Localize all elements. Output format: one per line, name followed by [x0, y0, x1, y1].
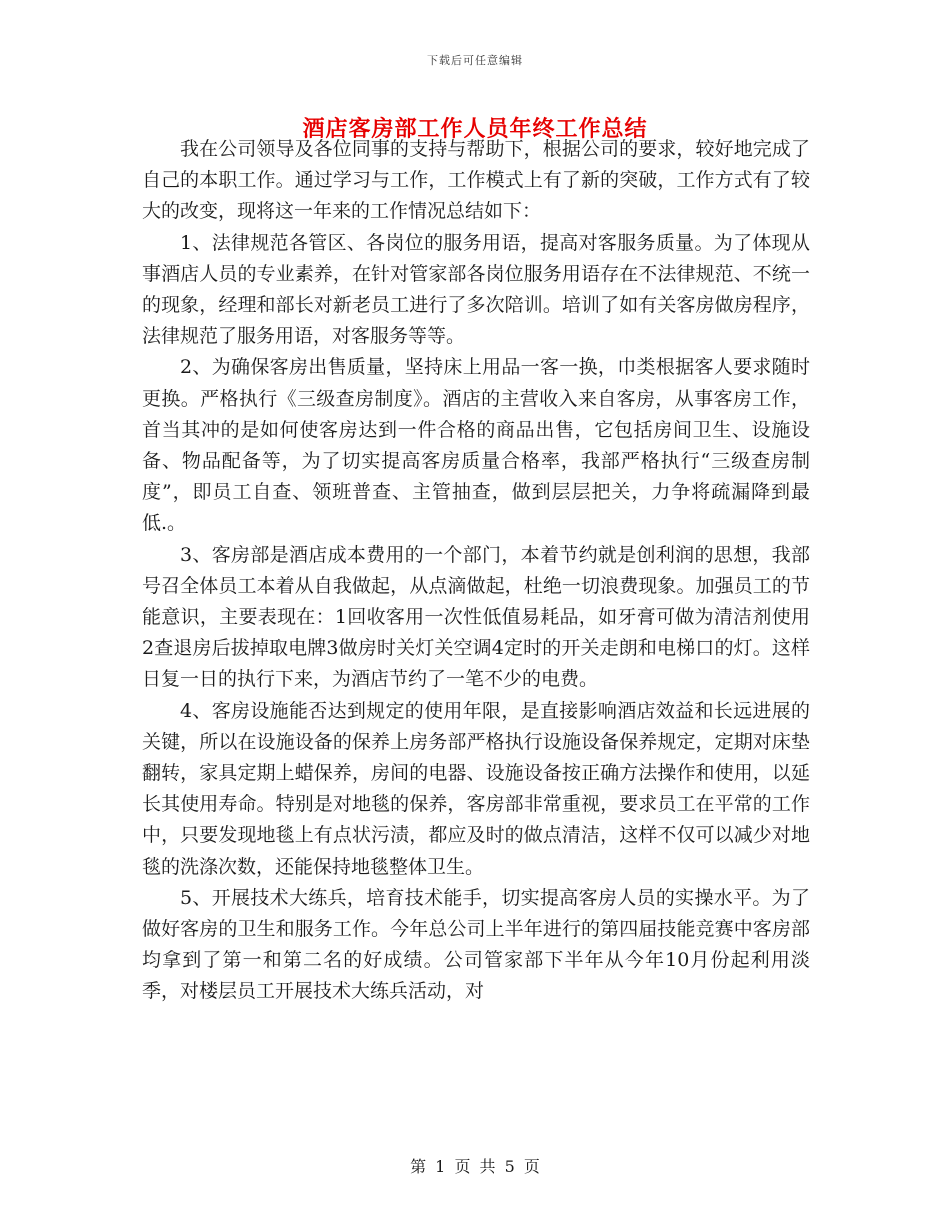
paragraph-item-5: 5、开展技术大练兵，培育技术能手，切实提高客房人员的实操水平。为了做好客房的卫生和服务工作。今年总公司上半年进行的第四届技能竞赛中客房部均拿到了第一和第二名的好成绩。公司管家部下半年从今年10月份起利用淡季，对楼层员工开展技术大练兵活动，对	[142, 886, 810, 1003]
paragraph-intro: 我在公司领导及各位同事的支持与帮助下，根据公司的要求，较好地完成了自己的本职工作。通过学习与工作，工作模式上有了新的突破，工作方式有了较大的改变，现将这一年来的工作情况总结如下：	[142, 138, 810, 223]
paragraph-item-2: 2、为确保客房出售质量，坚持床上用品一客一换，巾类根据客人要求随时更换。严格执行《三级查房制度》。酒店的主营收入来自客房，从事客房工作，首当其冲的是如何使客房达到一件合格的商品出售，它包括房间卫生、设施设备、物品配备等，为了切实提高客房质量合格率，我部严格执行“三级查房制度”，即员工自查、领班普查、主管抽查，做到层层把关，力争将疏漏降到最低.。	[142, 356, 810, 535]
paragraph-item-3: 3、客房部是酒店成本费用的一个部门，本着节约就是创利润的思想，我部号召全体员工本着从自我做起，从点滴做起，杜绝一切浪费现象。加强员工的节能意识，主要表现在：1回收客用一次性低值易耗品，如牙膏可做为清洁剂使用2查退房后拔掉取电牌3做房时关灯关空调4定时的开关走朗和电梯口的灯。这样日复一日的执行下来，为酒店节约了一笔不少的电费。	[142, 543, 810, 691]
paragraph-item-1: 1、法律规范各管区、各岗位的服务用语，提高对客服务质量。为了体现从事酒店人员的专业素养，在针对管家部各岗位服务用语存在不法律规范、不统一的现象，经理和部长对新老员工进行了多次陪训。培训了如有关客房做房程序，法律规范了服务用语，对客服务等等。	[142, 231, 810, 348]
page-number-footer: 第 1 页 共 5 页	[410, 1157, 540, 1176]
document-title: 酒店客房部工作人员年终工作总结	[302, 116, 648, 142]
paragraph-item-4: 4、客房设施能否达到规定的使用年限，是直接影响酒店效益和长远进展的关键，所以在设施设备的保养上房务部严格执行设施设备保养规定，定期对床垫翻转，家具定期上蜡保养，房间的电器、设施设备按正确方法操作和使用，以延长其使用寿命。特别是对地毯的保养，客房部非常重视，要求员工在平常的工作中，只要发现地毯上有点状污渍，都应及时的做点清洁，这样不仅可以减少对地毯的洗涤次数，还能保持地毯整体卫生。	[142, 699, 810, 878]
document-body	[142, 134, 810, 1008]
header-note: 下载后可任意编辑	[427, 54, 523, 67]
